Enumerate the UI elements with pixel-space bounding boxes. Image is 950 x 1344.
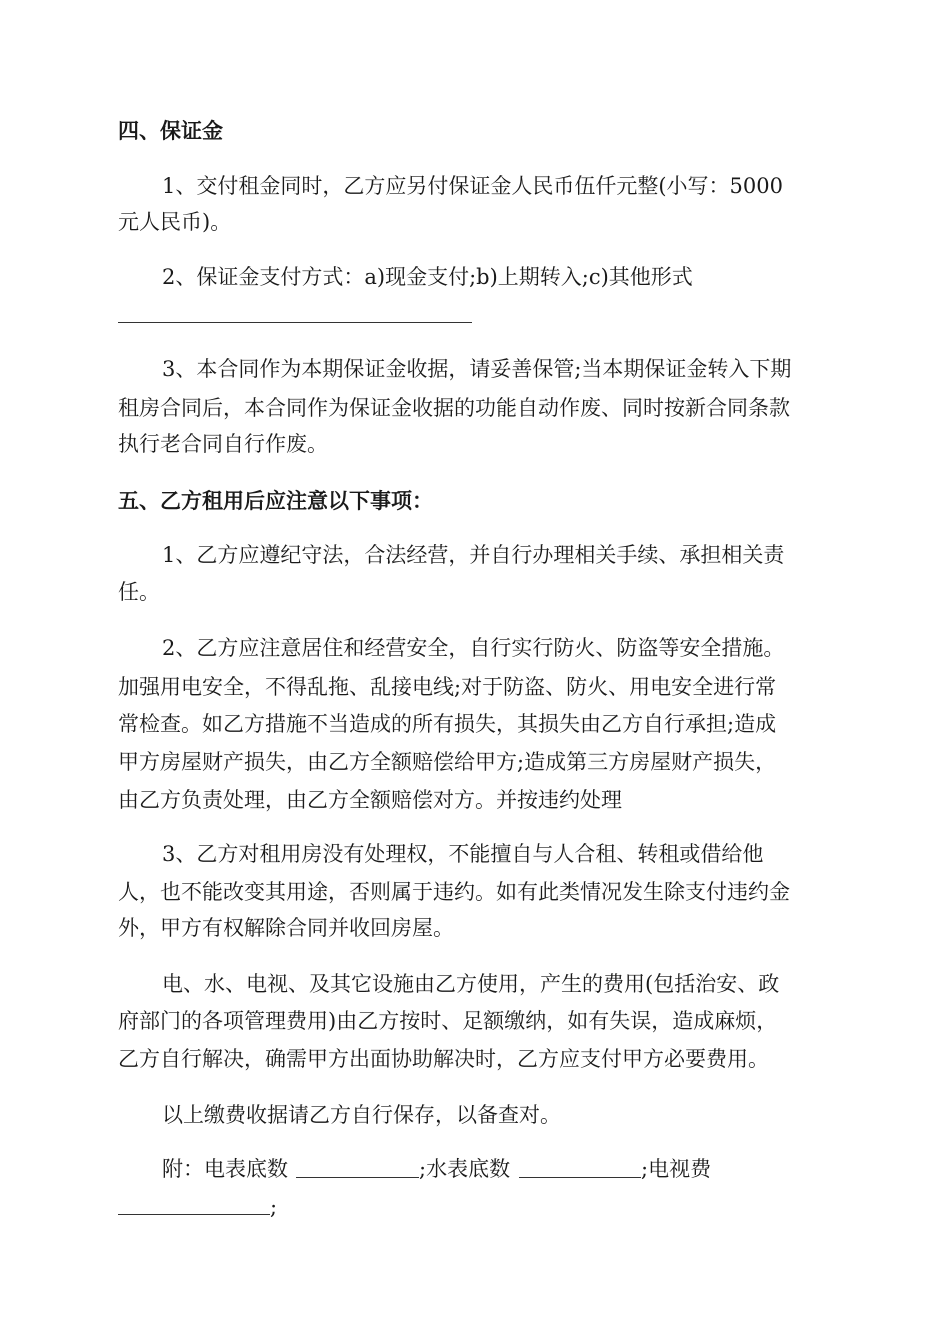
fees-line1: 电、水、电视、及其它设施由乙方使用，产生的费用(包括治安、政: [162, 972, 780, 996]
attach-water-label: ;水表底数: [419, 1157, 511, 1181]
section4-item3-line1: 3、本合同作为本期保证金收据，请妥善保管;当本期保证金转入下期: [162, 357, 792, 381]
section5-item2-line4: 甲方房屋财产损失，由乙方全额赔偿给甲方;造成第三方房屋财产损失，: [118, 750, 777, 774]
attach-end: ;: [270, 1195, 278, 1219]
section5-heading: 五、乙方租用后应注意以下事项：: [118, 489, 433, 513]
tv-fee-blank: [118, 1214, 270, 1215]
section5-item2-line2: 加强用电安全，不得乱拖、乱接电线;对于防盗、防火、用电安全进行常: [118, 675, 777, 699]
section5-item3-line2: 人，也不能改变其用途，否则属于违约。如有此类情况发生除支付违约金: [118, 880, 790, 904]
receipt-note: 以上缴费收据请乙方自行保存，以备查对。: [162, 1103, 561, 1127]
section4-item3-line3: 执行老合同自行作废。: [118, 432, 328, 456]
fees-line3: 乙方自行解决，确需甲方出面协助解决时，乙方应支付甲方必要费用。: [118, 1047, 769, 1071]
attach-electric-label: 附：电表底数: [162, 1157, 288, 1181]
section5-item2-line3: 常检查。如乙方措施不当造成的所有损失，其损失由乙方自行承担;造成: [118, 712, 777, 736]
fees-line2: 府部门的各项管理费用)由乙方按时、足额缴纳，如有失误，造成麻烦，: [118, 1009, 778, 1033]
water-meter-blank: [519, 1177, 641, 1178]
section4-item2-line1: 2、保证金支付方式：a)现金支付;b)上期转入;c)其他形式: [162, 265, 693, 289]
section5-item1-line1: 1、乙方应遵纪守法，合法经营，并自行办理相关手续、承担相关责: [162, 543, 785, 567]
section5-item3-line3: 外，甲方有权解除合同并收回房屋。: [118, 916, 454, 940]
section5-item2-line1: 2、乙方应注意居住和经营安全，自行实行防火、防盗等安全措施。: [162, 636, 785, 660]
payment-method-blank: [118, 322, 472, 323]
section5-item3-line1: 3、乙方对租用房没有处理权，不能擅自与人合租、转租或借给他: [162, 842, 764, 866]
section4-item3-line2: 租房合同后，本合同作为保证金收据的功能自动作废、同时按新合同条款: [118, 396, 790, 420]
section4-item1-line1: 1、交付租金同时，乙方应另付保证金人民币伍仟元整(小写：5000: [162, 174, 783, 198]
attach-tv-label: ;电视费: [641, 1157, 712, 1181]
section4-item1-line2: 元人民币)。: [118, 210, 232, 234]
section5-item2-line5: 由乙方负责处理，由乙方全额赔偿对方。并按违约处理: [118, 788, 622, 812]
section4-heading: 四、保证金: [118, 119, 223, 143]
section5-item1-line2: 任。: [118, 580, 160, 604]
electric-meter-blank: [296, 1177, 419, 1178]
